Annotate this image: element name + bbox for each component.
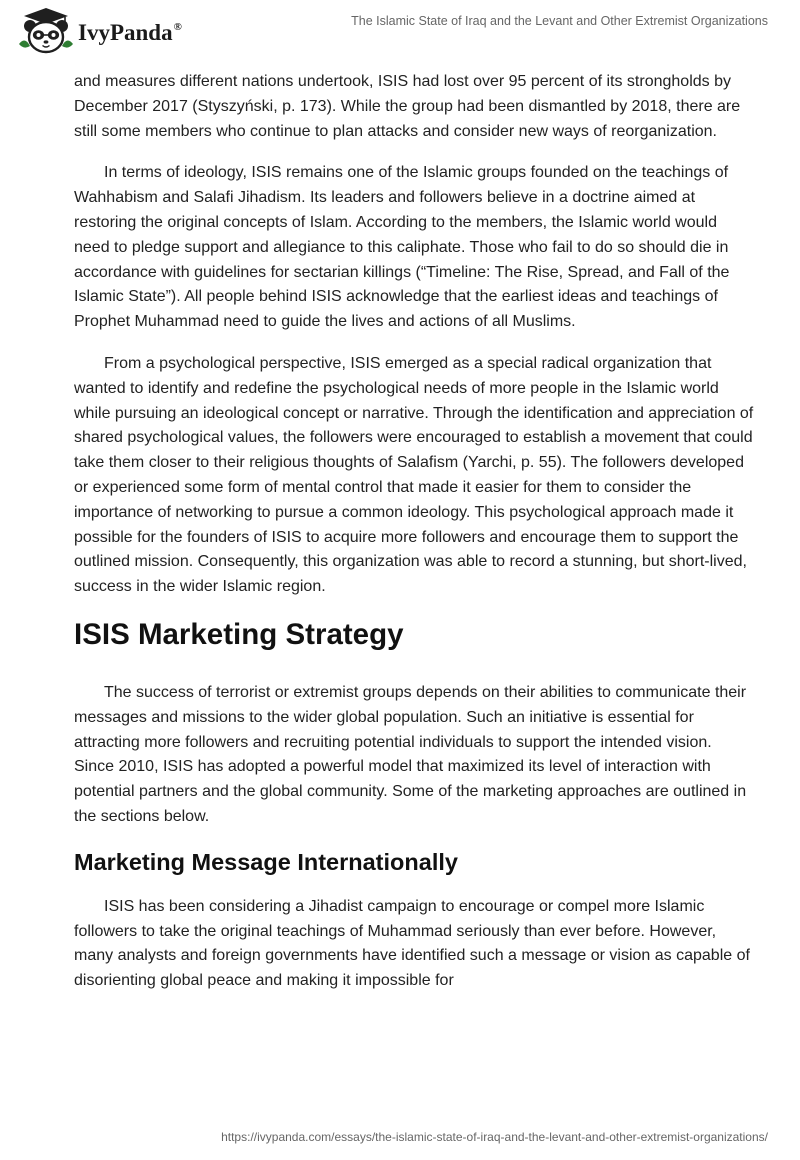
- paragraph-psychology: From a psychological perspective, ISIS emerged as a special radical organization that wanted to identify and redefine the psychological needs of more people in the Islamic world while pursuing an ideological concept or narrative. Through the identification and appreciation of shared psychological values, the followers were encouraged to establish a movement that could take them closer to their religious thoughts of Salafism (Yarchi, p. 55). The followers developed or experienced some form of mental control that made it easier for them to consider the importance of networking to pursue a common ideology. This psychological approach made it possible for the founders of ISIS to acquire more followers and encourage them to support the outlined mission. Consequently, this organization was able to record a stunning, but short-lived, success in the wider Islamic region.: [74, 354, 754, 596]
- paragraph-marketing-intro: The success of terrorist or extremist groups depends on their abilities to communicate their messages and missions to the wider global population. Such an initiative is essential for attracting more followers and recruiting potential individuals to support the intended vision. Since 2010, ISIS has adopted a powerful model that maximized its level of interaction with potential partners and the global community. Some of the marketing approaches are outlined in the sections below.: [74, 683, 747, 825]
- page-header: [0, 0, 800, 64]
- brand-name[interactable]: [78, 20, 182, 46]
- brand-text: IvyPanda: [78, 20, 173, 45]
- section-heading-marketing-strategy: ISIS Marketing Strategy: [74, 617, 404, 651]
- subsection-heading-international: Marketing Message Internationally: [74, 848, 458, 875]
- source-url[interactable]: https://ivypanda.com/essays/the-islamic-state-of-iraq-and-the-levant-and-other-extremist-organizations/: [221, 1130, 768, 1144]
- registered-mark: ®: [173, 21, 182, 33]
- panda-graduate-icon: [16, 6, 76, 58]
- document-title: The Islamic State of Iraq and the Levant and Other Extremist Organizations: [351, 14, 768, 28]
- ivypanda-logo[interactable]: [16, 6, 76, 58]
- paragraph-continuation: and measures different nations undertook, ISIS had lost over 95 percent of its strongholds by December 2017 (Styszyński, p. 173). While the group had been dismantled by 2018, there are still some members who continue to plan attacks and consider new ways of reorganization.: [74, 73, 741, 140]
- essay-content: [74, 70, 754, 1011]
- paragraph-international: ISIS has been considering a Jihadist campaign to encourage or compel more Islamic followers to take the original teachings of Muhammad seriously than ever before. However, many analysts and foreign governments have identified such a message or vision as capable of disorienting global peace and making it impossible for: [74, 897, 750, 990]
- paragraph-ideology: In terms of ideology, ISIS remains one of the Islamic groups founded on the teachings of Wahhabism and Salafi Jihadism. Its leaders and followers believe in a doctrine aimed at restoring the original concepts of Islam. According to the members, the Islamic world would need to pledge support and allegiance to this caliphate. Those who fail to do so should die in accordance with guidelines for sectarian killings (“Timeline: The Rise, Spread, and Fall of the Islamic State”). All people behind ISIS acknowledge that the earliest ideas and teachings of Prophet Muhammad need to guide the lives and actions of all Muslims.: [74, 164, 730, 331]
